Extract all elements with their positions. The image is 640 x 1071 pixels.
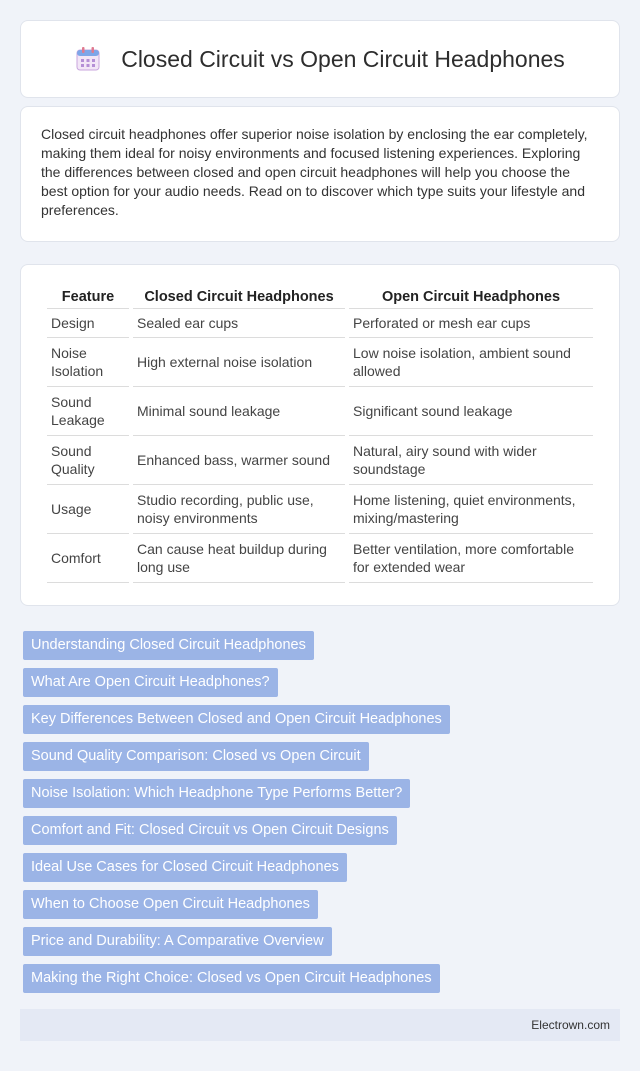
closed-cell: Minimal sound leakage bbox=[133, 387, 345, 436]
table-row bbox=[47, 534, 593, 583]
title-card bbox=[20, 20, 620, 98]
comparison-table-card bbox=[20, 264, 620, 606]
open-cell: Better ventilation, more comfortable for extended wear bbox=[349, 534, 593, 583]
table-header-row bbox=[47, 285, 593, 309]
comparison-table bbox=[43, 285, 597, 583]
footer bbox=[20, 1009, 620, 1041]
header-closed-circuit: Closed Circuit Headphones bbox=[133, 285, 345, 309]
related-link[interactable]: Price and Durability: A Comparative Overview bbox=[23, 927, 332, 956]
feature-cell: Design bbox=[47, 309, 129, 338]
related-link[interactable]: Understanding Closed Circuit Headphones bbox=[23, 631, 314, 660]
intro-card bbox=[20, 106, 620, 242]
related-link[interactable]: What Are Open Circuit Headphones? bbox=[23, 668, 278, 697]
table-row bbox=[47, 436, 593, 485]
related-link[interactable]: Sound Quality Comparison: Closed vs Open Circuit bbox=[23, 742, 369, 771]
closed-cell: Studio recording, public use, noisy environments bbox=[133, 485, 345, 534]
feature-cell: Usage bbox=[47, 485, 129, 534]
closed-cell: Can cause heat buildup during long use bbox=[133, 534, 345, 583]
table-row bbox=[47, 309, 593, 338]
related-link[interactable]: Ideal Use Cases for Closed Circuit Headphones bbox=[23, 853, 347, 882]
feature-cell: Sound Quality bbox=[47, 436, 129, 485]
calendar-icon bbox=[75, 46, 101, 72]
closed-cell: High external noise isolation bbox=[133, 338, 345, 387]
header-open-circuit: Open Circuit Headphones bbox=[349, 285, 593, 309]
table-row bbox=[47, 338, 593, 387]
feature-cell: Sound Leakage bbox=[47, 387, 129, 436]
closed-cell: Enhanced bass, warmer sound bbox=[133, 436, 345, 485]
page-title: Closed Circuit vs Open Circuit Headphones bbox=[121, 45, 565, 72]
open-cell: Low noise isolation, ambient sound allowed bbox=[349, 338, 593, 387]
related-link[interactable]: Comfort and Fit: Closed Circuit vs Open Circuit Designs bbox=[23, 816, 397, 845]
header-feature: Feature bbox=[47, 285, 129, 309]
open-cell: Natural, airy sound with wider soundstage bbox=[349, 436, 593, 485]
feature-cell: Comfort bbox=[47, 534, 129, 583]
table-row bbox=[47, 485, 593, 534]
open-cell: Home listening, quiet environments, mixing/mastering bbox=[349, 485, 593, 534]
intro-text: Closed circuit headphones offer superior noise isolation by enclosing the ear completely, making them ideal for noisy environments and focused listening experiences. Exploring the differences between closed and open circuit headphones will help you choose the best option for your audio needs. Read on to discover which type suits your lifestyle and preferences. bbox=[41, 126, 588, 218]
related-link[interactable]: Key Differences Between Closed and Open Circuit Headphones bbox=[23, 705, 450, 734]
open-cell: Significant sound leakage bbox=[349, 387, 593, 436]
closed-cell: Sealed ear cups bbox=[133, 309, 345, 338]
related-link[interactable]: Making the Right Choice: Closed vs Open Circuit Headphones bbox=[23, 964, 440, 993]
related-links bbox=[23, 631, 620, 1001]
footer-brand[interactable]: Electrown.com bbox=[531, 1018, 610, 1032]
feature-cell: Noise Isolation bbox=[47, 338, 129, 387]
related-link[interactable]: When to Choose Open Circuit Headphones bbox=[23, 890, 318, 919]
open-cell: Perforated or mesh ear cups bbox=[349, 309, 593, 338]
table-row bbox=[47, 387, 593, 436]
related-link[interactable]: Noise Isolation: Which Headphone Type Performs Better? bbox=[23, 779, 410, 808]
